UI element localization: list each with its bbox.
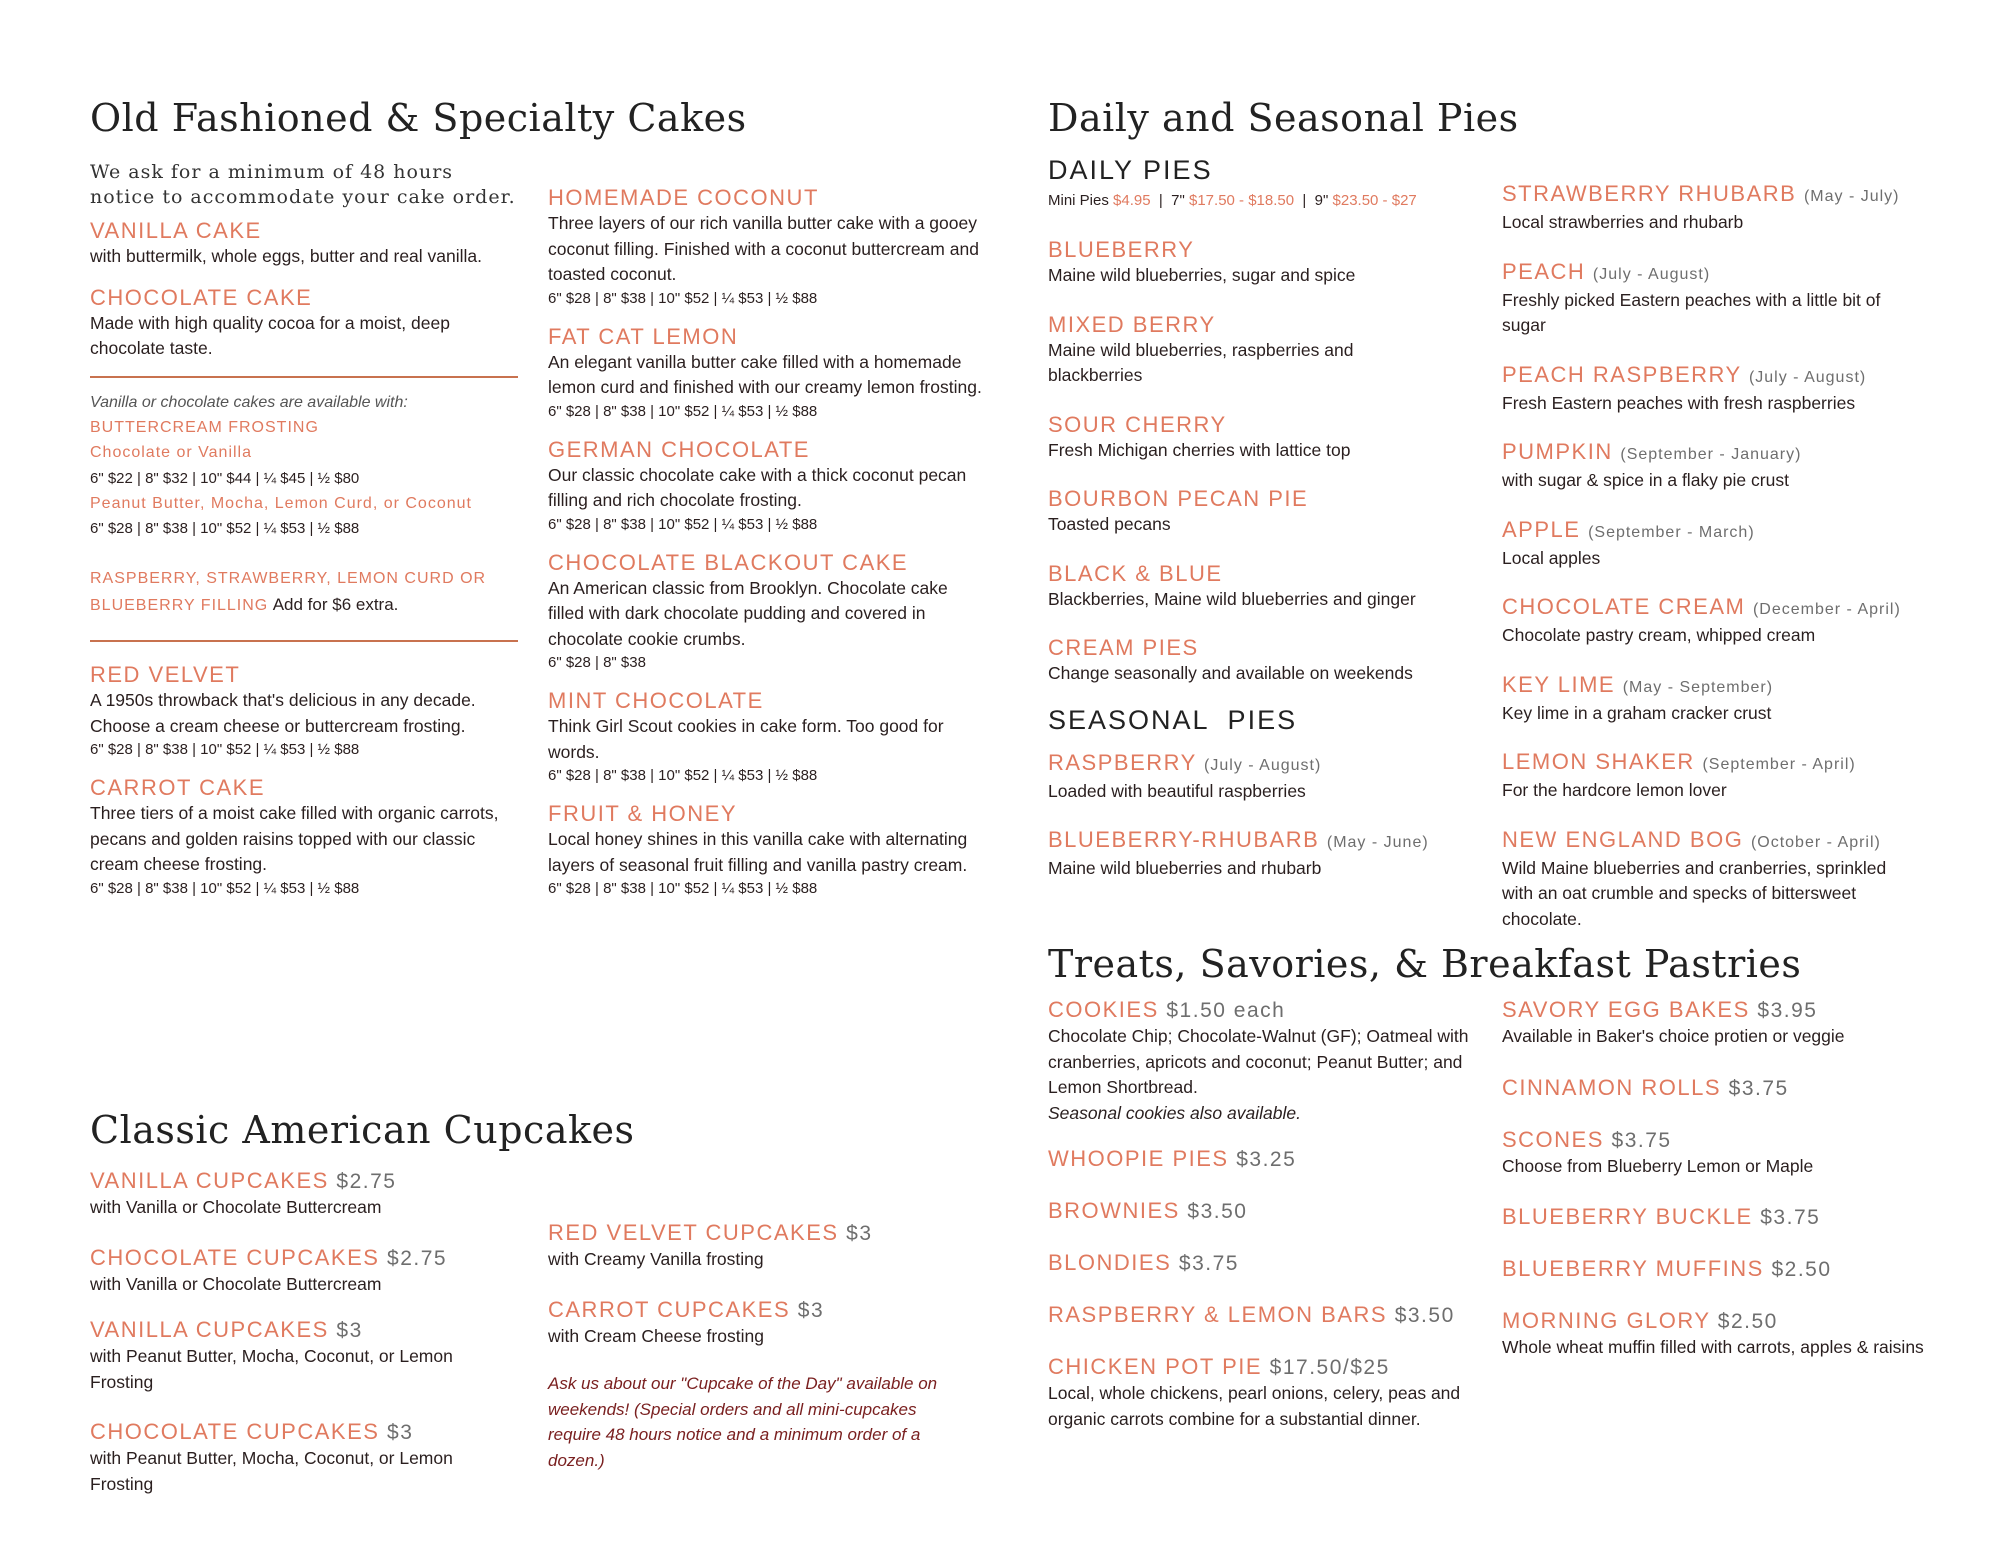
menu-item bbox=[1502, 997, 1942, 1050]
item-price: $3.50 bbox=[1394, 1304, 1455, 1327]
menu-item bbox=[1502, 672, 1942, 727]
treats-left-column bbox=[1048, 997, 1488, 1432]
item-desc: A 1950s throwback that's delicious in any decade. Choose a cream cheese or buttercream frosting. bbox=[90, 690, 476, 736]
menu-item bbox=[1048, 1250, 1488, 1277]
item-price: $3.50 bbox=[1187, 1200, 1248, 1223]
item-desc: Local, whole chickens, pearl onions, celery, peas and organic carrots combine for a substantial dinner. bbox=[1048, 1383, 1461, 1429]
menu-item bbox=[1048, 561, 1488, 613]
item-desc: Wild Maine blueberries and cranberries, sprinkled with an oat crumble and specks of bittersweet chocolate. bbox=[1502, 857, 1887, 929]
item-name: SCONES $3.75 bbox=[1502, 1126, 1672, 1152]
filling-text: Add for $6 extra. bbox=[272, 594, 399, 614]
item-note: Seasonal cookies also available. bbox=[1048, 1102, 1301, 1123]
item-desc: Available in Baker's choice protien or veggie bbox=[1502, 1026, 1845, 1046]
item-name: CHOCOLATE CUPCAKES $2.75 bbox=[90, 1244, 448, 1270]
item-desc: with buttermilk, whole eggs, butter and real vanilla. bbox=[90, 246, 483, 266]
item-name: CARROT CUPCAKES $3 bbox=[548, 1296, 825, 1322]
item-name: CARROT CAKE bbox=[90, 775, 266, 800]
cakes-title: Old Fashioned & Specialty Cakes bbox=[90, 96, 747, 140]
menu-item bbox=[548, 185, 983, 310]
item-name: KEY LIME (May - September) bbox=[1502, 671, 1774, 697]
item-price: $3.75 bbox=[1760, 1206, 1821, 1229]
item-desc: Key lime in a graham cracker crust bbox=[1502, 702, 1772, 723]
menu-item bbox=[1048, 1302, 1488, 1329]
item-name: SAVORY EGG BAKES $3.95 bbox=[1502, 997, 1818, 1022]
item-desc: Change seasonally and available on weekends bbox=[1048, 663, 1413, 683]
item-name: FRUIT & HONEY bbox=[548, 801, 738, 826]
item-desc: Whole wheat muffin filled with carrots, apples & raisins bbox=[1502, 1337, 1924, 1357]
item-desc: For the hardcore lemon lover bbox=[1502, 780, 1727, 800]
item-season: (September - January) bbox=[1620, 446, 1802, 463]
menu-item bbox=[1502, 594, 1942, 649]
seasonal-pies-heading: SEASONAL PIES bbox=[1048, 704, 1298, 735]
item-name: BLUEBERRY-RHUBARB (May - June) bbox=[1048, 827, 1429, 852]
filling-label: RASPBERRY, STRAWBERRY, LEMON CURD OR BLUEBERRY FILLING bbox=[90, 570, 487, 614]
menu-item bbox=[1502, 1308, 1942, 1361]
menu-item bbox=[1502, 259, 1942, 339]
item-name: RASPBERRY (July - August) bbox=[1048, 749, 1322, 775]
item-name: VANILLA CUPCAKES $3 bbox=[90, 1317, 363, 1342]
item-name: MIXED BERRY bbox=[1048, 311, 1216, 337]
item-season: (October - April) bbox=[1750, 833, 1881, 851]
item-name: HOMEMADE COCONUT bbox=[548, 185, 819, 210]
cupcake-note: Ask us about our "Cupcake of the Day" available on weekends! (Special orders and all mini-cupcakes require 48 hours notice and a minimum order of a dozen.) bbox=[548, 1374, 938, 1470]
menu-item bbox=[1502, 517, 1942, 572]
item-price: $3.75 bbox=[1728, 1076, 1789, 1100]
item-price: $3 bbox=[846, 1222, 873, 1245]
daily-pies-heading: DAILY PIES bbox=[1048, 155, 1213, 185]
item-name: BLONDIES $3.75 bbox=[1048, 1250, 1239, 1275]
item-desc: with Peanut Butter, Mocha, Coconut, or Lemon Frosting bbox=[90, 1346, 453, 1392]
item-desc: Blackberries, Maine wild blueberries and ginger bbox=[1048, 588, 1416, 609]
item-sizes: 6" $28 | 8" $38 | 10" $52 | ¼ $53 | ½ $88 bbox=[90, 879, 360, 897]
filling-option bbox=[90, 566, 520, 618]
item-name: BOURBON PECAN PIE bbox=[1048, 486, 1309, 511]
item-name: BROWNIES $3.50 bbox=[1048, 1198, 1248, 1223]
item-desc: Local apples bbox=[1502, 547, 1601, 568]
menu-item bbox=[1502, 1256, 1942, 1283]
item-season: (May - July) bbox=[1803, 188, 1900, 205]
divider bbox=[90, 640, 518, 642]
menu-item bbox=[1502, 362, 1942, 417]
item-sizes: 6" $28 | 8" $38 | 10" $52 | ¼ $53 | ½ $88 bbox=[548, 402, 818, 420]
item-desc: Local honey shines in this vanilla cake with alternating layers of seasonal fruit filling and vanilla pastry cream. bbox=[548, 829, 968, 875]
pie-prices: Mini Pies $4.95 | 7" $17.50 - $18.50 | 9" $23.50 - $27 bbox=[1048, 192, 1417, 209]
menu-item bbox=[90, 662, 520, 761]
item-season: (May - September) bbox=[1622, 678, 1774, 696]
item-sizes: 6" $28 | 8" $38 | 10" $52 | ¼ $53 | ½ $88 bbox=[548, 880, 818, 897]
item-desc: Fresh Michigan cherries with lattice top bbox=[1048, 439, 1351, 460]
item-name: GERMAN CHOCOLATE bbox=[548, 436, 810, 462]
menu-item bbox=[548, 1297, 978, 1350]
item-name: CINNAMON ROLLS $3.75 bbox=[1502, 1074, 1789, 1100]
menu-item bbox=[1048, 412, 1488, 464]
menu-item bbox=[1048, 1146, 1488, 1173]
pies-right-column bbox=[1502, 181, 1942, 932]
item-desc: with Peanut Butter, Mocha, Coconut, or Lemon Frosting bbox=[90, 1448, 453, 1494]
item-name: SOUR CHERRY bbox=[1048, 411, 1227, 437]
item-price: $17.50/$25 bbox=[1269, 1356, 1390, 1379]
item-name: RED VELVET CUPCAKES $3 bbox=[548, 1220, 873, 1245]
item-name: RED VELVET bbox=[90, 662, 241, 687]
menu-item bbox=[1502, 181, 1942, 236]
item-price: $3 bbox=[336, 1319, 363, 1342]
menu-item bbox=[90, 218, 520, 270]
cake-options bbox=[90, 390, 520, 619]
item-sizes: 6" $28 | 8" $38 | 10" $52 | ¼ $53 | ½ $88 bbox=[90, 741, 360, 758]
flavor-line: Chocolate or Vanilla bbox=[90, 444, 253, 461]
menu-item bbox=[1048, 750, 1488, 805]
menu-item bbox=[1502, 827, 1942, 933]
item-desc: Maine wild blueberries, raspberries and blackberries bbox=[1048, 339, 1354, 385]
item-name: PEACH (July - August) bbox=[1502, 258, 1711, 284]
menu-item bbox=[90, 1317, 520, 1395]
item-season: (September - March) bbox=[1588, 523, 1755, 541]
item-desc: Maine wild blueberries and rhubarb bbox=[1048, 858, 1322, 878]
treats-title: Treats, Savories, & Breakfast Pastries bbox=[1048, 942, 1802, 986]
item-desc: Made with high quality cocoa for a moist, deep chocolate taste. bbox=[90, 312, 450, 358]
menu-item bbox=[548, 688, 983, 787]
cakes-notice: We ask for a minimum of 48 hours notice to accommodate your cake order. bbox=[90, 161, 516, 208]
pies-title: Daily and Seasonal Pies bbox=[1048, 96, 1519, 140]
item-name: CHOCOLATE CREAM (December - April) bbox=[1502, 594, 1901, 619]
item-name: BLACK & BLUE bbox=[1048, 560, 1223, 586]
menu-item bbox=[1502, 1075, 1942, 1102]
item-desc: Our classic chocolate cake with a thick coconut pecan filling and rich chocolate frosting. bbox=[548, 464, 967, 510]
menu-item bbox=[1502, 439, 1942, 494]
cupcakes-right-column bbox=[548, 1220, 978, 1473]
item-name: WHOOPIE PIES $3.25 bbox=[1048, 1146, 1297, 1171]
flavor-line: Peanut Butter, Mocha, Lemon Curd, or Coconut bbox=[90, 494, 472, 512]
item-name: VANILLA CAKE bbox=[90, 218, 262, 243]
menu-item bbox=[1502, 1204, 1942, 1231]
item-season: (December - April) bbox=[1752, 601, 1901, 618]
item-desc: with Vanilla or Chocolate Buttercream bbox=[90, 1273, 382, 1294]
item-price: $2.50 bbox=[1717, 1310, 1778, 1333]
frosting-label: BUTTERCREAM FROSTING bbox=[90, 418, 319, 436]
item-price: $3.25 bbox=[1236, 1148, 1297, 1171]
item-name: COOKIES $1.50 each bbox=[1048, 997, 1286, 1022]
item-season: (July - August) bbox=[1748, 368, 1867, 386]
menu-item bbox=[1048, 997, 1488, 1126]
menu-item bbox=[1502, 1127, 1942, 1180]
item-season: (July - August) bbox=[1204, 756, 1322, 774]
cakes-left-column bbox=[90, 160, 520, 900]
item-sizes: 6" $28 | 8" $38 | 10" $52 | ¼ $53 | ½ $88 bbox=[548, 515, 818, 533]
item-desc: Choose from Blueberry Lemon or Maple bbox=[1502, 1155, 1814, 1176]
item-desc: An elegant vanilla butter cake filled with a homemade lemon curd and finished with our creamy lemon frosting. bbox=[548, 351, 982, 397]
item-season: (September - April) bbox=[1702, 756, 1856, 773]
menu-item bbox=[90, 1168, 520, 1221]
item-name: BLUEBERRY BUCKLE $3.75 bbox=[1502, 1204, 1821, 1229]
menu-item bbox=[1048, 486, 1488, 538]
item-price: $2.50 bbox=[1771, 1258, 1832, 1281]
item-desc: with sugar & spice in a flaky pie crust bbox=[1502, 470, 1789, 490]
item-desc: Three tiers of a moist cake filled with organic carrots, pecans and golden raisins topped with our classic cream cheese frosting. bbox=[90, 803, 499, 874]
item-desc: Three layers of our rich vanilla butter cake with a gooey coconut filling. Finished with a coconut buttercream and toasted coconut. bbox=[548, 213, 979, 284]
item-season: (May - June) bbox=[1326, 834, 1429, 851]
menu-item bbox=[548, 324, 983, 423]
menu-item bbox=[548, 801, 983, 900]
item-name: LEMON SHAKER (September - April) bbox=[1502, 749, 1856, 774]
menu-item bbox=[548, 437, 983, 536]
sizes-line: 6" $22 | 8" $32 | 10" $44 | ¼ $45 | ½ $80 bbox=[90, 469, 360, 487]
item-price: $3 bbox=[797, 1298, 825, 1322]
item-price: $3.95 bbox=[1757, 999, 1818, 1022]
menu-item bbox=[1502, 749, 1942, 804]
menu-item bbox=[90, 285, 520, 362]
item-name: CHOCOLATE CAKE bbox=[90, 284, 313, 310]
item-name: RASPBERRY & LEMON BARS $3.50 bbox=[1048, 1302, 1455, 1327]
item-name: NEW ENGLAND BOG (October - April) bbox=[1502, 826, 1881, 852]
pies-left-column bbox=[1048, 155, 1488, 882]
cupcakes-title: Classic American Cupcakes bbox=[90, 1108, 635, 1152]
item-name: CHOCOLATE BLACKOUT CAKE bbox=[548, 549, 909, 575]
item-desc: Toasted pecans bbox=[1048, 514, 1171, 534]
menu-item bbox=[1048, 1198, 1488, 1225]
cupcakes-left-column bbox=[90, 1168, 520, 1497]
item-desc: Maine wild blueberries, sugar and spice bbox=[1048, 265, 1356, 285]
divider bbox=[90, 376, 518, 378]
item-name: PUMPKIN (September - January) bbox=[1502, 439, 1802, 464]
options-intro: Vanilla or chocolate cakes are available with: bbox=[90, 393, 408, 411]
item-desc: Loaded with beautiful raspberries bbox=[1048, 780, 1306, 801]
item-desc: with Vanilla or Chocolate Buttercream bbox=[90, 1197, 382, 1217]
item-name: MINT CHOCOLATE bbox=[548, 688, 764, 713]
menu-item bbox=[548, 1220, 978, 1273]
menu-item bbox=[1048, 635, 1488, 687]
cakes-right-column bbox=[548, 185, 983, 900]
treats-right-column bbox=[1502, 997, 1942, 1361]
item-desc: with Creamy Vanilla frosting bbox=[548, 1249, 764, 1269]
item-price: $3.75 bbox=[1611, 1128, 1672, 1152]
item-name: BLUEBERRY bbox=[1048, 237, 1195, 262]
item-name: MORNING GLORY $2.50 bbox=[1502, 1308, 1778, 1333]
sizes-line: 6" $28 | 8" $38 | 10" $52 | ¼ $53 | ½ $88 bbox=[90, 520, 360, 537]
item-desc: Chocolate Chip; Chocolate-Walnut (GF); Oatmeal with cranberries, apricots and coconut; Peanut Butter; and Lemon Shortbread. bbox=[1048, 1026, 1469, 1097]
item-name: CHOCOLATE CUPCAKES $3 bbox=[90, 1419, 414, 1444]
item-desc: Fresh Eastern peaches with fresh raspberries bbox=[1502, 392, 1856, 413]
menu-item bbox=[1048, 312, 1488, 389]
item-name: PEACH RASPBERRY (July - August) bbox=[1502, 361, 1867, 387]
item-desc: Chocolate pastry cream, whipped cream bbox=[1502, 625, 1816, 645]
menu-item bbox=[1048, 827, 1488, 882]
item-name: BLUEBERRY MUFFINS $2.50 bbox=[1502, 1256, 1832, 1281]
item-desc: with Cream Cheese frosting bbox=[548, 1325, 764, 1346]
item-desc: Think Girl Scout cookies in cake form. Too good for words. bbox=[548, 716, 944, 762]
menu-item bbox=[90, 1419, 520, 1497]
item-price: $3 bbox=[387, 1421, 414, 1444]
item-desc: Freshly picked Eastern peaches with a little bit of sugar bbox=[1502, 289, 1881, 335]
item-sizes: 6" $28 | 8" $38 | 10" $52 | ¼ $53 | ½ $88 bbox=[548, 289, 818, 307]
menu-item bbox=[1048, 1354, 1488, 1432]
item-name: VANILLA CUPCAKES $2.75 bbox=[90, 1168, 397, 1193]
item-price: $2.75 bbox=[336, 1170, 397, 1193]
item-name: CREAM PIES bbox=[1048, 635, 1199, 660]
menu-item bbox=[90, 1245, 520, 1298]
item-price: $2.75 bbox=[387, 1246, 448, 1270]
item-desc: An American classic from Brooklyn. Chocolate cake filled with dark chocolate pudding and covered in chocolate cookie crumbs. bbox=[548, 577, 948, 649]
item-season: (July - August) bbox=[1592, 265, 1711, 283]
item-price: $1.50 each bbox=[1166, 999, 1286, 1022]
item-name: CHICKEN POT PIE $17.50/$25 bbox=[1048, 1354, 1390, 1379]
item-desc: Local strawberries and rhubarb bbox=[1502, 212, 1744, 232]
item-name: APPLE (September - March) bbox=[1502, 516, 1755, 542]
item-sizes: 6" $28 | 8" $38 | 10" $52 | ¼ $53 | ½ $88 bbox=[548, 767, 818, 784]
item-name: STRAWBERRY RHUBARB (May - July) bbox=[1502, 181, 1900, 206]
menu-item bbox=[548, 550, 983, 675]
item-price: $3.75 bbox=[1178, 1252, 1239, 1275]
item-sizes: 6" $28 | 8" $38 bbox=[548, 654, 646, 671]
menu-item bbox=[90, 775, 520, 900]
menu-item bbox=[1048, 237, 1488, 289]
item-name: FAT CAT LEMON bbox=[548, 323, 739, 349]
